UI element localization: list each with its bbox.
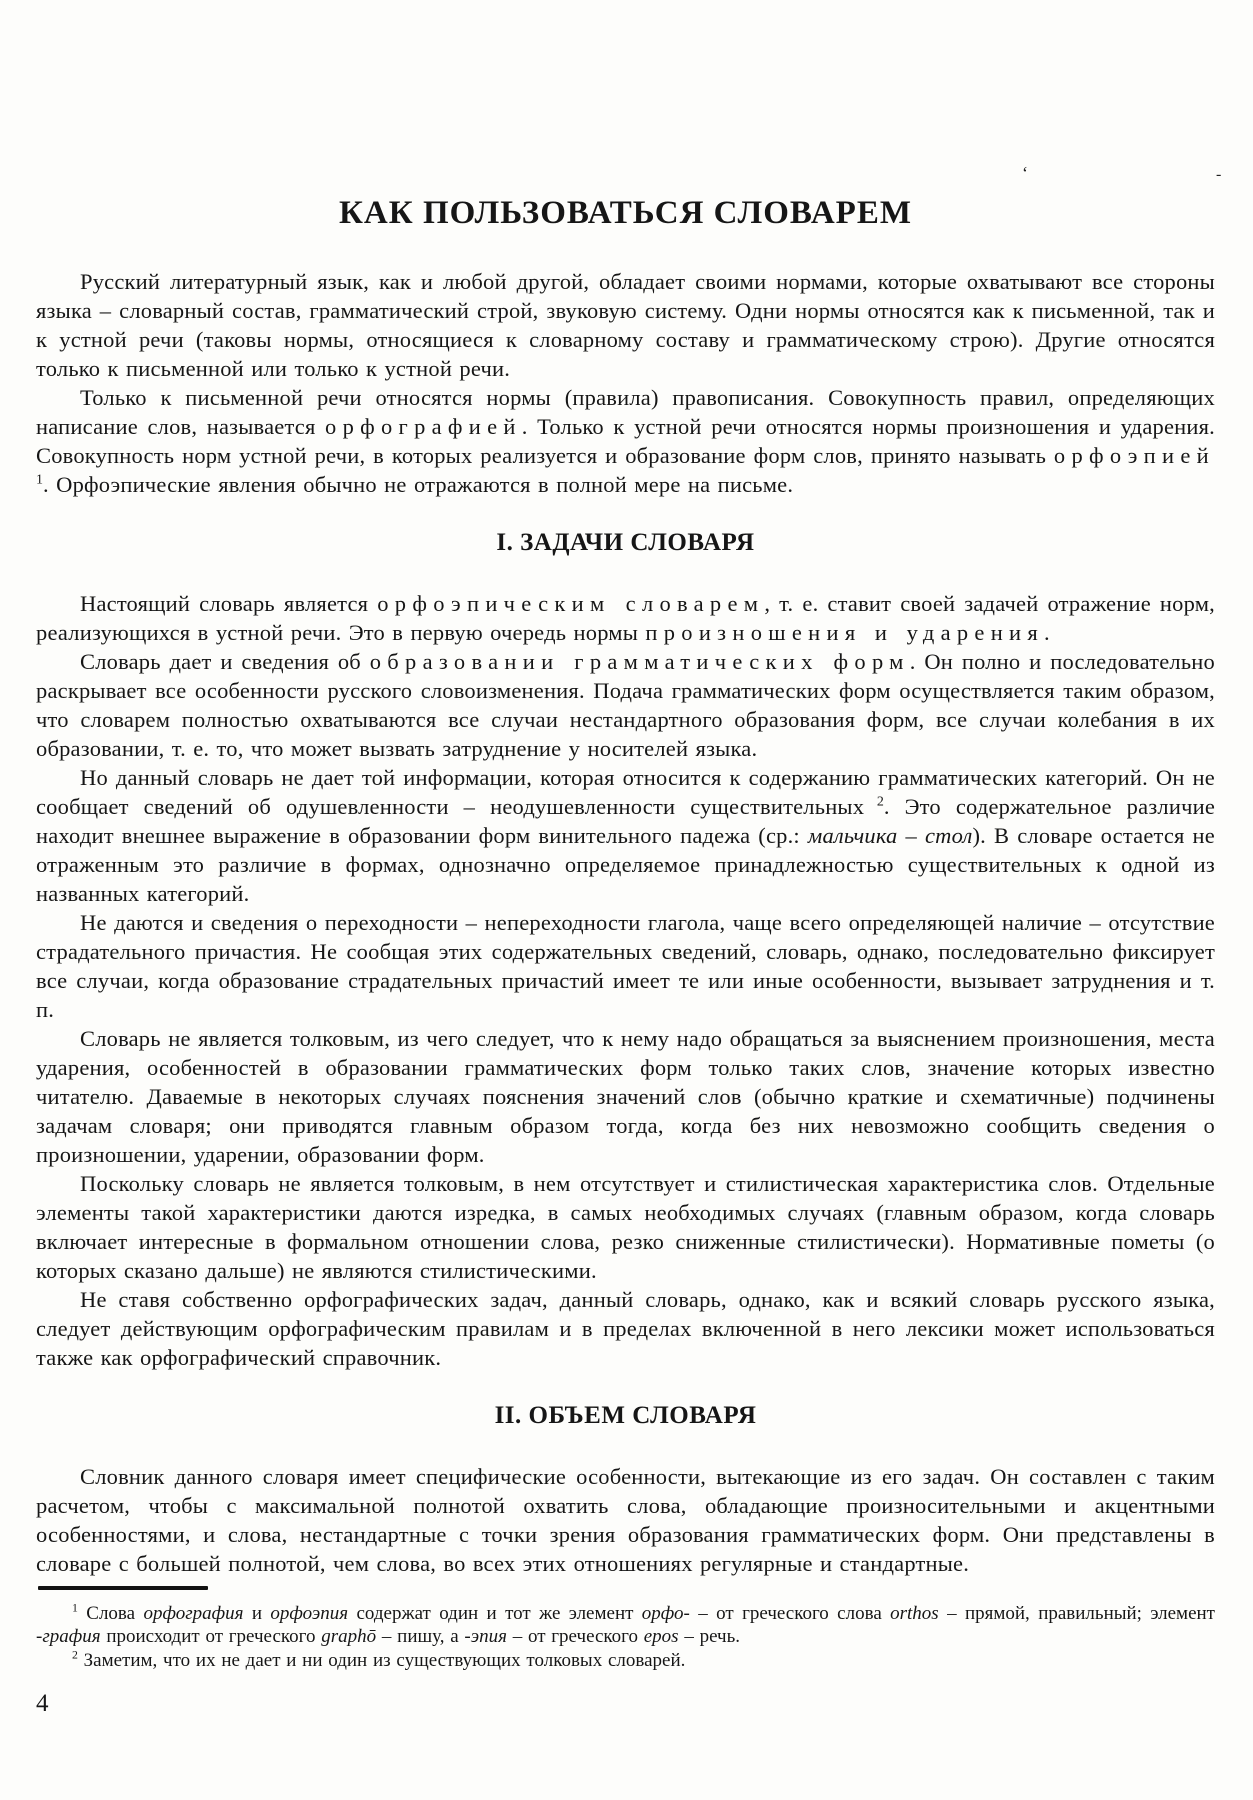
text-run: орфоэпическим словарем: [377, 590, 765, 616]
paragraph: [36, 1024, 1215, 1169]
text-run: – от греческого слова: [689, 1602, 891, 1624]
text-run: . Это содержательное различие находит внешнее выражение в образовании форм винительного падежа (ср.:: [36, 793, 1216, 848]
text-run: -эпия: [464, 1626, 507, 1648]
footnote-reference: 1: [72, 1601, 78, 1615]
paragraph: [36, 1169, 1215, 1285]
text-run: . Он полно и последовательно раскрывает все особенности русского словоизменения. Подача грамматических форм осуществляется таким образом, что словарем полностью охватываются все случаи нестандартного образования форм, все случаи колебания в их образовании, т. е. то, что может вызвать затруднение у носителей языка.: [36, 648, 1215, 761]
text-run: . Орфоэпические явления обычно не отражаются в полной мере на письме.: [42, 471, 794, 497]
text-run: Не даются и сведения о переходности – непереходности глагола, чаще всего определяющей наличие – отсутствие страдательного причастия. Не сообщая этих содержательных сведений, словарь, однако, последовательно фиксирует все случаи, когда образование страдательных причастий имеет те или иные особенности, вызывает затруднения и т. п.: [36, 909, 1215, 1022]
text-run: – пишу, а: [376, 1626, 465, 1648]
paragraph: [36, 908, 1215, 1024]
text-run: -графия: [36, 1626, 101, 1648]
document-sections: [36, 267, 1215, 1578]
page-title: КАК ПОЛЬЗОВАТЬСЯ СЛОВАРЕМ: [339, 195, 912, 231]
scan-artifact: -: [1216, 166, 1222, 183]
text-run: Заметим, что их не дает и ни один из существующих толковых словарей.: [77, 1649, 686, 1671]
text-run: epos: [643, 1626, 679, 1648]
text-run: Настоящий словарь является: [80, 590, 378, 616]
text-run: Но данный словарь не дает той информации, которая относится к содержанию грамматических категорий. Он не сообщает сведений об одушевленности – неодушевленности существительных: [36, 764, 1215, 819]
text-run: Слова: [77, 1602, 144, 1624]
text-run: Поскольку словарь не является толковым, в нем отсутствует и стилистическая характеристика слов. Отдельные элементы такой характеристики даются изредка, в самых необходимых случаях (главным образом, когда словарь включает интересные в формальном отношении слова, резко сниженные стилистически). Нормативные пометы (о которых сказано дальше) не являются стилистическими.: [36, 1170, 1215, 1283]
text-run: , т. е. ставит своей задачей отражение норм, реализующихся в устной речи. Это в первую очередь нормы: [36, 590, 1215, 645]
text-run: – прямой, правильный; элемент: [938, 1602, 1215, 1624]
text-run: произношения и ударения: [645, 619, 1045, 645]
paragraph: [36, 647, 1215, 763]
text-run: орфография: [143, 1602, 244, 1624]
paragraph: [36, 763, 1215, 908]
paragraph: [36, 1462, 1215, 1578]
text-run: содержат один и тот же элемент: [348, 1602, 642, 1624]
text-run: . Только к устной речи относятся нормы произношения и ударения. Совокупность норм устной речи, в которых реализуется и образование форм слов, принято называть: [36, 413, 1215, 468]
text-run: происходит от греческого: [100, 1626, 322, 1648]
text-run: orthos: [890, 1602, 939, 1624]
text-run: ). В словаре остается не отраженным это различие в формах, однозначно определяемое принадлежностью существительных к одной из названных категорий.: [36, 822, 1215, 906]
text-run: мальчика – стол: [807, 822, 973, 848]
text-run: орфоэпия: [270, 1602, 349, 1624]
text-run: Словарь дает и сведения об: [80, 648, 370, 674]
text-run: и: [243, 1602, 271, 1624]
paragraph: [36, 383, 1215, 499]
text-run: .: [1044, 619, 1050, 645]
whitespace-spacer: [36, 1578, 1215, 1586]
footnote-reference: 2: [72, 1648, 78, 1662]
footnote-block: [36, 1586, 1215, 1673]
scan-artifact: ‘: [1022, 163, 1028, 183]
footnotes: [36, 1602, 1215, 1673]
text-run: Словарь не является толковым, из чего следует, что к нему надо обращаться за выяснением произношения, места ударения, особенностей в образовании грамматических форм только таких слов, значение которых известно читателю. Даваемые в некоторых случаях пояснения значений слов (обычно краткие и схематичные) подчинены задачам словаря; они приводятся главным образом тогда, когда без них невозможно сообщить сведения о произношении, ударении, образовании форм.: [36, 1025, 1215, 1167]
text-run: – от греческого: [506, 1626, 644, 1648]
section-heading: I. ЗАДАЧИ СЛОВАРЯ: [496, 528, 755, 556]
text-run: орфоэпией: [1053, 442, 1215, 468]
text-run: образовании грамматических форм: [369, 648, 910, 674]
text-run: Русский литературный язык, как и любой другой, обладает своими нормами, которые охватывают все стороны языка – словарный состав, грамматический строй, звуковую систему. Одни нормы относятся как к письменной, так и к устной речи (таковы нормы, относящиеся к словарному составу и грамматическому строю). Другие относятся только к письменной или только к устной речи.: [36, 268, 1215, 381]
footnote-reference: 2: [864, 794, 884, 810]
footnote: [36, 1602, 1215, 1649]
paragraph: [36, 267, 1215, 383]
page-number: 4: [36, 1690, 49, 1718]
text-run: Только к письменной речи относятся нормы (правила) правописания. Совокупность правил, определяющих написание слов, называется: [36, 384, 1215, 439]
footnote: [36, 1649, 1215, 1673]
paragraph: [36, 1285, 1215, 1372]
paragraph: [36, 589, 1215, 647]
section-heading: II. ОБЪЕМ СЛОВАРЯ: [494, 1401, 757, 1429]
text-run: Не ставя собственно орфографических задач, данный словарь, однако, как и всякий словарь русского языка, следует действующим орфографическим правилам и в пределах включенной в него лексики может использоваться также как орфографический справочник.: [36, 1286, 1215, 1370]
text-run: Словник данного словаря имеет специфические особенности, вытекающие из его задач. Он составлен с таким расчетом, чтобы с максимальной полнотой охватить слова, обладающие произносительными и акцентными особенностями, и слова, нестандартные с точки зрения образования грамматических форм. Они представлены в словаре с большей полнотой, чем слова, во всех этих отношениях регулярные и стандартные.: [36, 1463, 1215, 1576]
footnote-separator-rule: [38, 1586, 208, 1590]
text-run: graphō: [321, 1626, 377, 1648]
text-run: – речь.: [678, 1626, 741, 1648]
footnote-reference: 1: [36, 472, 43, 488]
text-run: орфо-: [641, 1602, 690, 1624]
text-run: орфографией: [325, 413, 522, 439]
